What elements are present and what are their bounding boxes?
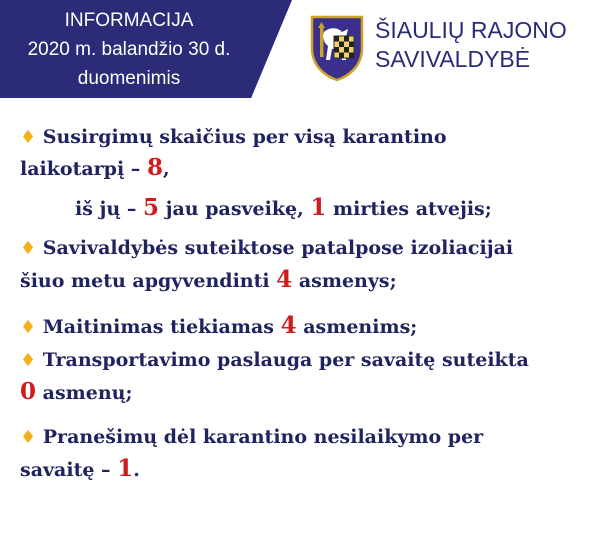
org-line-2: SAVIVALDYBĖ <box>375 46 531 72</box>
bullet-icon: ♦ <box>20 317 37 338</box>
item-text: mirties atvejis; <box>333 198 492 220</box>
transport-value: 0 <box>20 378 37 405</box>
item-text: asmenų; <box>42 382 133 404</box>
item-isolation-line-1 <box>20 237 513 259</box>
item-text: Susirgimų skaičius per visą karantino <box>42 126 447 148</box>
item-cases-line-1 <box>20 126 447 148</box>
item-text: savaitę – <box>20 459 111 481</box>
item-text: , <box>162 158 170 180</box>
header-line-1: INFORMACIJA <box>64 10 194 31</box>
isolated-value: 4 <box>276 266 293 293</box>
item-text: asmenys; <box>298 270 397 292</box>
item-text: asmenims; <box>303 316 418 338</box>
item-text: Maitinimas tiekiamas <box>42 316 274 338</box>
total-cases-value: 8 <box>146 154 163 181</box>
item-transport-line-1 <box>20 349 529 371</box>
bullet-icon: ♦ <box>20 238 37 259</box>
meals-value: 4 <box>280 312 297 339</box>
recovered-value: 5 <box>142 194 159 221</box>
item-transport-line-2 <box>20 378 132 405</box>
item-cases-line-3 <box>75 194 492 221</box>
item-text: laikotarpį – <box>20 158 141 180</box>
item-text: Savivaldybės suteiktose patalpose izoliacijai <box>42 237 514 259</box>
bullet-icon: ♦ <box>20 350 37 371</box>
header-line-2: 2020 m. balandžio 30 d. <box>27 39 231 60</box>
item-text: jau pasveikę, <box>165 198 304 220</box>
item-isolation-line-2 <box>20 266 397 293</box>
item-meals-line-1 <box>20 312 417 339</box>
item-text: šiuo metu apgyvendinti <box>20 270 270 292</box>
item-cases-line-2 <box>20 154 170 181</box>
item-reports-line-1 <box>20 426 483 448</box>
org-line-1: ŠIAULIŲ RAJONO <box>375 17 567 43</box>
bullet-icon: ♦ <box>20 427 37 448</box>
header-line-3: duomenimis <box>77 68 181 89</box>
header-title <box>0 6 258 93</box>
coat-of-arms-icon <box>309 14 365 82</box>
organization-name <box>375 16 567 74</box>
item-text: Pranešimų dėl karantino nesilaikymo per <box>42 426 484 448</box>
item-text: iš jų – <box>75 198 137 220</box>
deaths-value: 1 <box>310 194 327 221</box>
bullet-icon: ♦ <box>20 127 37 148</box>
item-text: Transportavimo paslauga per savaitę suteikta <box>42 349 529 371</box>
item-reports-line-2 <box>20 455 140 482</box>
reports-value: 1 <box>117 455 134 482</box>
item-text: . <box>133 459 140 481</box>
